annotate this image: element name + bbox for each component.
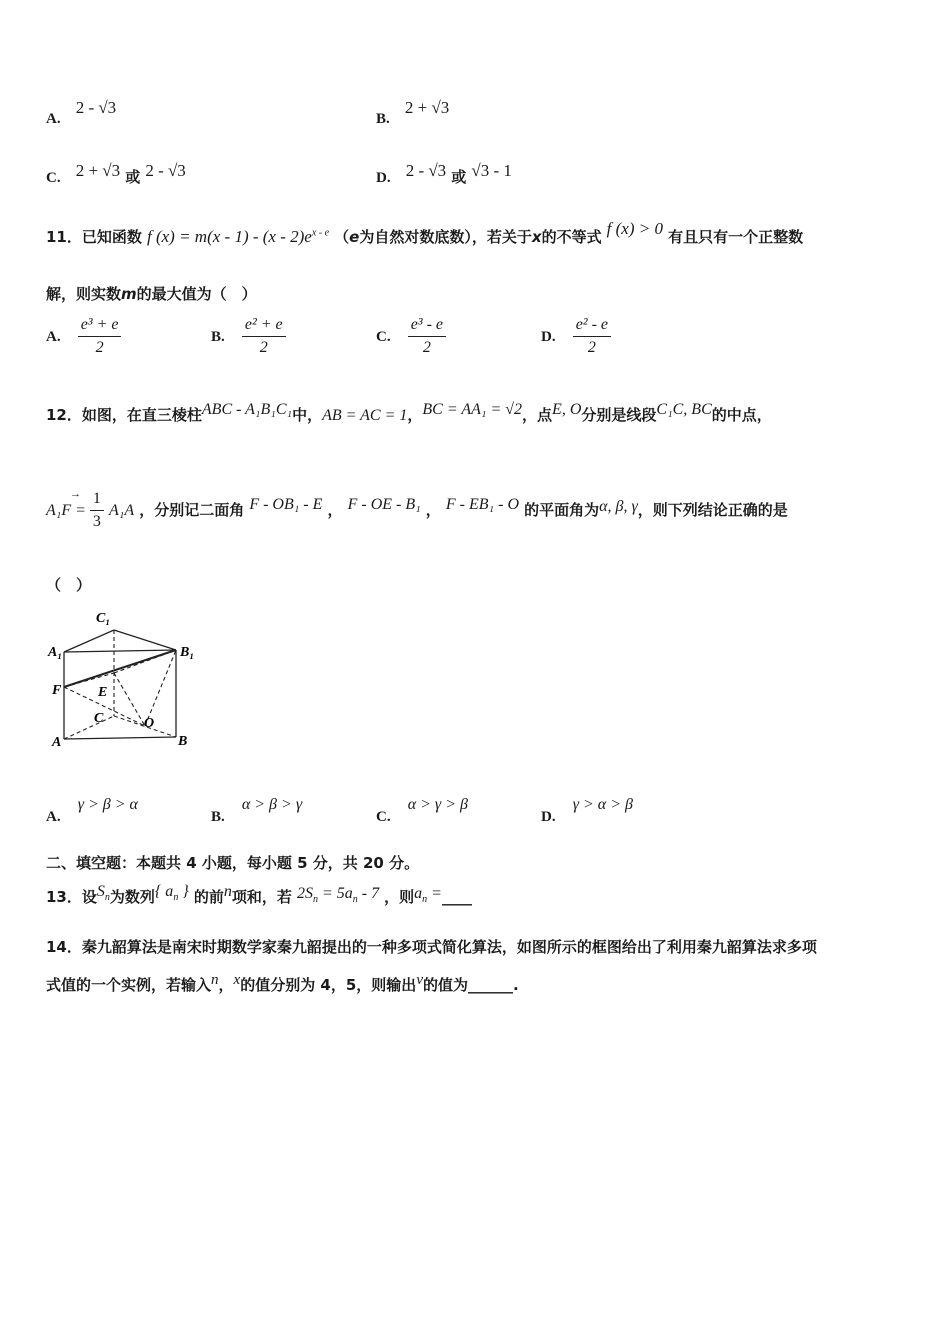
option-label: D. (376, 170, 391, 186)
dihedral-1: F - OB₁ - E (249, 496, 323, 513)
question-text: 式值的一个实例，若输入 (46, 976, 212, 994)
sn (96, 883, 110, 904)
answer-blank[interactable]: ______ (468, 976, 513, 994)
question-text: 有且只有一个正整数 (668, 228, 804, 246)
edge-AC (64, 716, 114, 739)
fraction (90, 490, 104, 531)
question-number: 11． (46, 228, 82, 246)
math-var: e (349, 228, 360, 246)
edge-A1C1 (64, 630, 114, 652)
function-expr: f (x) = m(x - 1) - (x - 2)e (146, 227, 312, 246)
q14-line2 (46, 974, 519, 995)
sn-sub: n (104, 892, 110, 904)
numerator: e² - e (573, 316, 611, 337)
option-label: A. (46, 329, 61, 345)
math-var: m (121, 285, 137, 303)
denominator: 2 (259, 339, 268, 356)
equation: AB = AC = 1 (322, 407, 408, 424)
eq-part: 2S (296, 885, 313, 902)
question-number: 13． (46, 888, 82, 906)
function-exponent: x - e (311, 227, 330, 239)
question-text: ，则 (384, 888, 415, 906)
label-E: E (98, 685, 108, 700)
math-var: x (233, 972, 241, 988)
option-label: C. (376, 809, 391, 825)
denominator: 2 (587, 339, 596, 356)
option-label: C. (376, 329, 391, 345)
math-var: x (531, 228, 542, 246)
edge-C1B1 (114, 630, 176, 650)
question-text: ， (218, 976, 234, 994)
option-value: √3 - 1 (471, 161, 512, 180)
sn-base: S (96, 883, 105, 900)
dihedral-2: F - OE - B₁ (347, 496, 421, 513)
option-value: 2 + √3 (404, 98, 450, 117)
q12-line2 (46, 490, 788, 531)
question-text: ，分别记二面角 (139, 501, 245, 519)
vector-rhs (109, 502, 134, 519)
question-text: 设 (81, 888, 97, 906)
question-text: ， (407, 406, 423, 424)
question-text: 如图，在直三棱柱 (81, 406, 202, 424)
eq-part: = 5a (317, 885, 353, 902)
section-title: 二、填空题：本题共 4 小题，每小题 5 分，共 20 分。 (46, 854, 420, 872)
inequality: f (x) > 0 (606, 219, 663, 238)
option-value: α > β > γ (241, 796, 303, 813)
question-text: 中， (292, 406, 323, 424)
an-sub: n (422, 894, 428, 906)
numerator: 1 (90, 490, 104, 511)
an-eq: = (427, 885, 442, 902)
denominator: 2 (95, 339, 104, 356)
q10-option-a (46, 98, 117, 128)
q12-option-a (46, 796, 138, 826)
vector-eq: → A₁F = (46, 488, 86, 519)
label-B1: B₁ (180, 645, 195, 660)
q11-line2 (46, 283, 257, 304)
equation: BC = AA₁ = √2 (422, 401, 523, 418)
condition-eq (296, 885, 380, 906)
option-label: A. (46, 809, 61, 825)
q12-option-d (541, 796, 633, 826)
option-label: B. (376, 111, 390, 127)
question-number: 12． (46, 406, 82, 424)
question-text: （ (334, 228, 350, 246)
answer-paren: （ ） (46, 576, 92, 594)
question-text: 为自然对数底数），若关于 (359, 228, 532, 246)
eq-sub: n (352, 894, 358, 906)
option-value: 2 - √3 (75, 98, 117, 117)
q12-line1 (46, 401, 772, 425)
greek-angles: α, β, γ (599, 498, 638, 515)
question-text: 已知函数 (81, 228, 142, 246)
q11-line1 (46, 219, 804, 247)
label-A1: A₁ (48, 645, 63, 660)
numerator: e³ - e (408, 316, 446, 337)
or-text: 或 (451, 168, 467, 186)
question-text: 的不等式 (541, 228, 602, 246)
fraction (408, 316, 446, 357)
question-text: ， (327, 501, 343, 519)
label-F: F (52, 683, 62, 698)
q11-option-d (541, 316, 611, 357)
dihedral-3: F - EB₁ - O (445, 496, 519, 513)
question-text: 的值分别为 4，5，则输出 (240, 976, 417, 994)
an (414, 885, 442, 906)
segment-FB1 (64, 650, 176, 687)
vector-rhs-text: A₁A (109, 502, 135, 519)
option-label: D. (541, 809, 556, 825)
option-value: 2 - √3 (405, 161, 447, 180)
seq-open: { a (154, 883, 174, 900)
fraction (242, 316, 286, 357)
q11-option-a (46, 316, 121, 357)
question-text: ，点 (522, 406, 553, 424)
question-text: ， (425, 501, 441, 519)
an-base: a (414, 885, 423, 902)
q10-option-d (376, 161, 512, 187)
question-text: 的中点， (711, 406, 772, 424)
option-value: α > γ > β (407, 796, 468, 813)
option-label: C. (46, 170, 61, 186)
math-var: n (211, 972, 219, 988)
answer-blank[interactable]: ____ (441, 888, 472, 906)
numerator: e³ + e (78, 316, 122, 337)
option-value: 2 - √3 (145, 161, 186, 180)
label-A: A (52, 735, 62, 750)
question-text: ，则下列结论正确的是 (637, 501, 788, 519)
or-text: 或 (125, 168, 141, 186)
question-text: . (513, 976, 519, 994)
q13 (46, 883, 472, 909)
prism-name: ABC - A₁B₁C₁ (201, 401, 293, 418)
question-text: 的最大值为（ ） (136, 285, 257, 303)
option-label: D. (541, 329, 556, 345)
math-var: v (416, 972, 423, 988)
prism-figure (44, 604, 214, 754)
q12-option-b (211, 796, 303, 826)
seq-sub: n (173, 892, 179, 904)
segment-OB1 (145, 650, 176, 726)
option-label: B. (211, 809, 225, 825)
q14-line1 (46, 936, 817, 957)
option-label: A. (46, 111, 61, 127)
seq-close: } (178, 883, 189, 900)
option-value: 2 + √3 (75, 161, 121, 180)
question-text: 的平面角为 (524, 501, 600, 519)
label-B: B (178, 734, 188, 749)
label-O: O (144, 716, 155, 731)
question-text: 的前 (193, 888, 224, 906)
fraction (573, 316, 611, 357)
question-text: 分别是线段 (581, 406, 657, 424)
question-text: 解，则实数 (46, 285, 122, 303)
denominator: 2 (422, 339, 431, 356)
vector-lhs: A₁F = (46, 502, 86, 519)
q11-option-b (211, 316, 286, 357)
question-text: 的值为 (422, 976, 468, 994)
option-value: γ > α > β (572, 796, 633, 813)
q12-option-c (376, 796, 468, 826)
question-text: 为数列 (109, 888, 155, 906)
segment-EB1 (114, 650, 176, 673)
question-text: 项和，若 (231, 888, 292, 906)
edge-A1B1 (64, 650, 176, 652)
math-var: n (223, 883, 232, 900)
fraction (78, 316, 122, 357)
denominator: 3 (92, 513, 101, 530)
eq-part: - 7 (357, 885, 380, 902)
eq-sub: n (312, 894, 318, 906)
label-C1: C₁ (96, 611, 111, 626)
q10-option-b (376, 98, 450, 128)
question-text: 秦九韶算法是南宋时期数学家秦九韶提出的一种多项式简化算法，如图所示的框图给出了利用秦九韶算法求多项 (81, 938, 817, 956)
segments: C₁C, BC (656, 401, 712, 418)
option-value: γ > β > α (77, 796, 138, 813)
numerator: e² + e (242, 316, 286, 337)
sequence (154, 883, 189, 904)
q11-option-c (376, 316, 446, 357)
points: E, O (552, 401, 582, 418)
option-label: B. (211, 329, 225, 345)
label-C: C (94, 711, 104, 726)
question-number: 14． (46, 938, 82, 956)
q10-option-c (46, 161, 186, 187)
edge-AB (64, 737, 176, 739)
